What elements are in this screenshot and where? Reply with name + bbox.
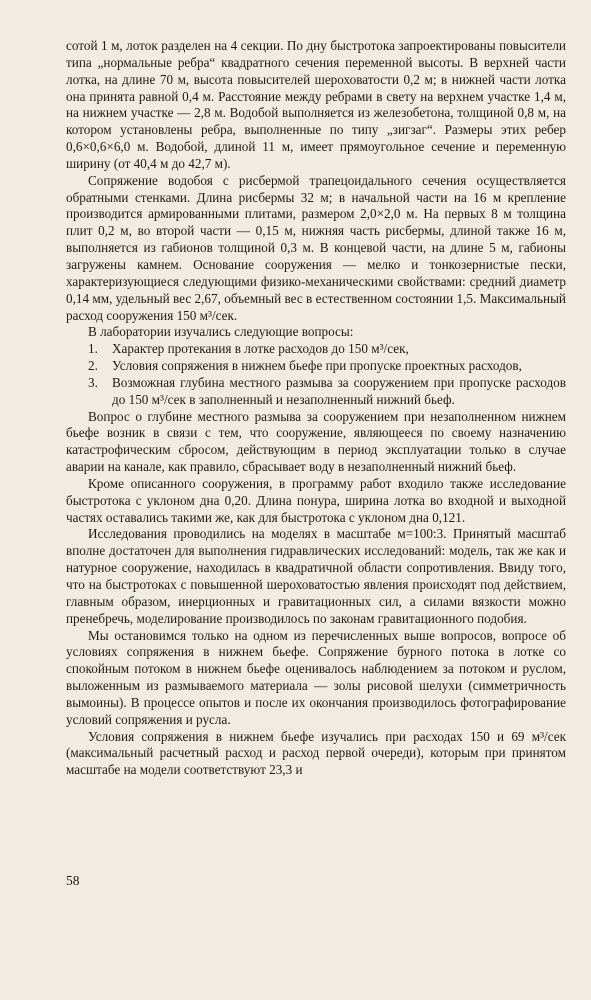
list-item <box>66 341 566 358</box>
list-item-number: 2. <box>88 358 98 374</box>
paragraph: Кроме описанного сооружения, в программу работ входило также исследование быстротока с уклоном дна 0,20. Длина понура, ширина лотка во входной и выходной частях оставались такими же, как для быстротока с уклоном дна 0,121. <box>66 475 566 525</box>
list-item-text: Характер протекания в лотке расходов до 150 м³/сек, <box>112 341 409 357</box>
page-body <box>66 38 566 779</box>
list-item <box>66 375 566 409</box>
list-item-text: Условия сопряжения в нижнем бьефе при пропуске проектных расходов, <box>112 358 522 374</box>
list-item-number: 3. <box>88 374 98 390</box>
questions-list <box>66 341 566 408</box>
paragraph: сотой 1 м, лоток разделен на 4 секции. По дну быстротока запроектированы повысители типа „нормальные ребра“ квадратного сечения переменной высоты. В верхней части лотка, на длине 70 м, высота повысителей шероховатости 0,2 м; в нижней части лотка она принята равной 0,4 м. Расстояние между ребрами в свету на верхнем участке 1,4 м, на нижнем участке — 2,8 м. Водобой выполняется из железобетона, толщиной 0,8 м, на котором установлены ребра, выполненные по типу „зигзаг“. Размеры этих ребер 0,6×0,6×6,0 м. Водобой, длиной 11 м, имеет прямоугольное сечение и переменную ширину (от 40,4 м до 42,7 м). <box>66 38 566 171</box>
paragraph: Вопрос о глубине местного размыва за сооружением при незаполненном нижнем бьефе возник в связи с тем, что сооружение, являющееся по своему назначению катастрофическим сбросом, действующим в период эксплуатации только в случае аварии на канале, как правило, сбрасывает воду в незаполненный нижний бьеф. <box>66 408 566 475</box>
paragraph: Сопряжение водобоя с рисбермой трапецоидального сечения осуществляется обратными стенками. Длина рисбермы 32 м; в начальной части на 16 м крепление производится армированными плитами, размером 2,0×2,0 м. На первых 8 м толщина плит 0,2 м, во второй части — 0,15 м, нижняя часть рисбермы, длиной также 16 м, выполняется из габионов толщиной 0,3 м. В концевой части, на длине 5 м, габионы загружены камнем. Основание сооружения — мелко и тонкозернистые пески, характеризующиеся следующими физико-механическими свойствами: средний диаметр 0,14 мм, удельный вес 2,67, объемный вес в естественном состоянии 1,5. Максимальный расход сооружения 150 м³/сек. <box>66 172 566 323</box>
list-item-number: 1. <box>88 341 98 357</box>
paragraph: В лаборатории изучались следующие вопросы: <box>88 324 354 340</box>
paragraph: Условия сопряжения в нижнем бьефе изучались при расходах 150 и 69 м³/сек (максимальный расчетный расход и расход первой очереди), которым при принятом масштабе на модели соответствуют 23,3 и <box>66 728 566 778</box>
list-item-text: Возможная глубина местного размыва за сооружением при пропуске расходов до 150 м³/сек в заполненный и незаполненный нижний бьеф. <box>112 374 566 407</box>
paragraph: Исследования проводились на моделях в масштабе м=100:3. Принятый масштаб вполне достаточен для выполнения гидравлических исследований: модель, так же как и натурное сооружение, находилась в квадратичной области сопротивления. Ввиду того, что на быстротоках с повышенной шероховатостью явления происходят под действием, главным образом, инерционных и гравитационных сил, а силами вязкости можно пренебречь, моделирование производилось по законам гравитационного подобия. <box>66 526 566 626</box>
list-item <box>66 358 566 375</box>
page-number: 58 <box>66 873 80 888</box>
paragraph: Мы остановимся только на одном из перечисленных выше вопросов, вопросе об условиях сопряжения в нижнем бьефе. Сопряжение бурного потока в лотке со спокойным потоком в нижнем бьефе оценивалось наблюдением за потоком и руслом, выложенным из размываемого материала — золы рисовой шелухи (симметричность вымоины). В процессе опытов и после их окончания производилось фотографирование условий сопряжения и русла. <box>66 627 566 727</box>
